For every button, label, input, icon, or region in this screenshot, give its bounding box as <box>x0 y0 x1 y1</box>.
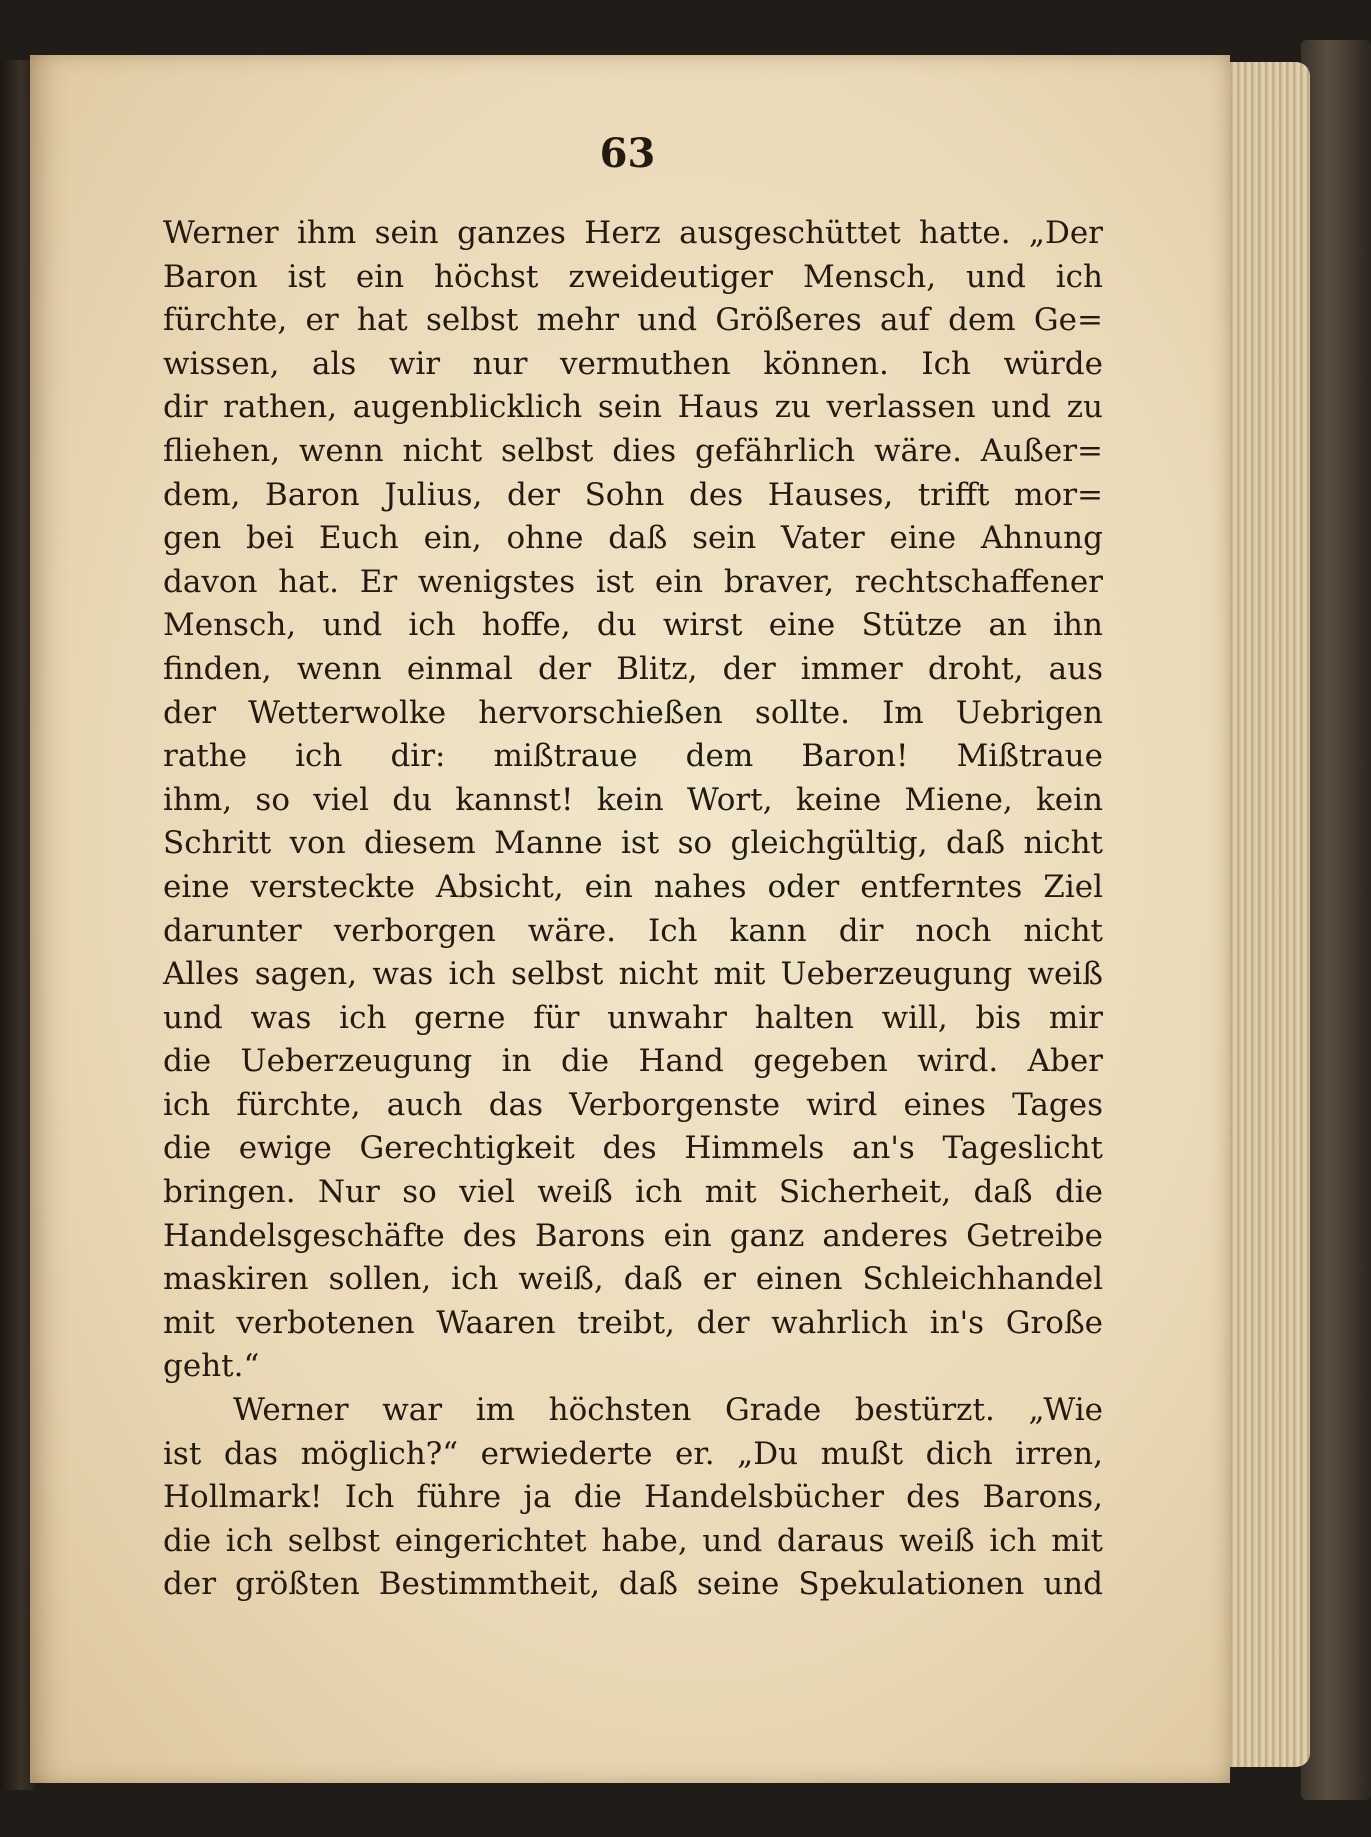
text-line: die Ueberzeugung in die Hand gegeben wird. Aber <box>163 1043 1103 1080</box>
text-line-paragraph-start: Werner war im höchsten Grade bestürzt. „Wie <box>233 1392 1103 1429</box>
text-line-paragraph-end: geht.“ <box>163 1348 260 1385</box>
text-line: Mensch, und ich hoffe, du wirst eine Stütze an ihn <box>163 607 1103 644</box>
text-line: finden, wenn einmal der Blitz, der immer droht, aus <box>163 650 1103 687</box>
body-text <box>163 212 1103 1607</box>
text-line: dem, Baron Julius, der Sohn des Hauses, trifft mor= <box>163 476 1103 513</box>
text-line: und was ich gerne für unwahr halten will, bis mir <box>163 999 1103 1036</box>
text-line: davon hat. Er wenigstes ist ein braver, rechtschaffener <box>163 563 1103 600</box>
text-line: ist das möglich?“ erwiederte er. „Du mußt dich irren, <box>163 1435 1103 1472</box>
page-number: 63 <box>599 130 656 177</box>
text-line: Hollmark! Ich führe ja die Handelsbücher des Barons, <box>163 1479 1103 1516</box>
text-line: ich fürchte, auch das Verborgenste wird eines Tages <box>163 1086 1103 1123</box>
text-line: Baron ist ein höchst zweideutiger Mensch, und ich <box>163 258 1103 295</box>
text-line: fliehen, wenn nicht selbst dies gefährlich wäre. Außer= <box>163 432 1103 469</box>
text-line: Handelsgeschäfte des Barons ein ganz anderes Getreibe <box>163 1217 1103 1254</box>
text-line: der größten Bestimmtheit, daß seine Spekulationen und <box>163 1566 1103 1603</box>
text-line: rathe ich dir: mißtraue dem Baron! Mißtraue <box>163 738 1103 775</box>
text-line: Werner ihm sein ganzes Herz ausgeschüttet hatte. „Der <box>163 215 1103 251</box>
text-line: maskiren sollen, ich weiß, daß er einen Schleichhandel <box>163 1261 1103 1298</box>
text-line: dir rathen, augenblicklich sein Haus zu verlassen und zu <box>163 389 1103 426</box>
text-line: fürchte, er hat selbst mehr und Größeres auf dem Ge= <box>163 302 1103 339</box>
text-line: eine versteckte Absicht, ein nahes oder entferntes Ziel <box>163 868 1103 905</box>
text-line: bringen. Nur so viel weiß ich mit Sicherheit, daß die <box>163 1174 1103 1211</box>
text-line: die ich selbst eingerichtet habe, und daraus weiß ich mit <box>163 1522 1103 1559</box>
text-line: mit verbotenen Waaren treibt, der wahrlich in's Große <box>163 1304 1103 1341</box>
text-line: darunter verborgen wäre. Ich kann dir noch nicht <box>163 912 1103 949</box>
book-cover-right <box>1301 40 1371 1800</box>
text-line: gen bei Euch ein, ohne daß sein Vater eine Ahnung <box>163 520 1103 557</box>
text-line: Schritt von diesem Manne ist so gleichgültig, daß nicht <box>163 825 1103 862</box>
text-line: Alles sagen, was ich selbst nicht mit Ueberzeugung weiß <box>163 956 1103 993</box>
text-line: der Wetterwolke hervorschießen sollte. Im Uebrigen <box>163 694 1103 731</box>
text-line: ihm, so viel du kannst! kein Wort, keine Miene, kein <box>163 781 1103 818</box>
book-cover-left <box>0 60 34 1790</box>
text-line: die ewige Gerechtigkeit des Himmels an's Tageslicht <box>163 1130 1103 1167</box>
text-line: wissen, als wir nur vermuthen können. Ich würde <box>163 345 1103 382</box>
